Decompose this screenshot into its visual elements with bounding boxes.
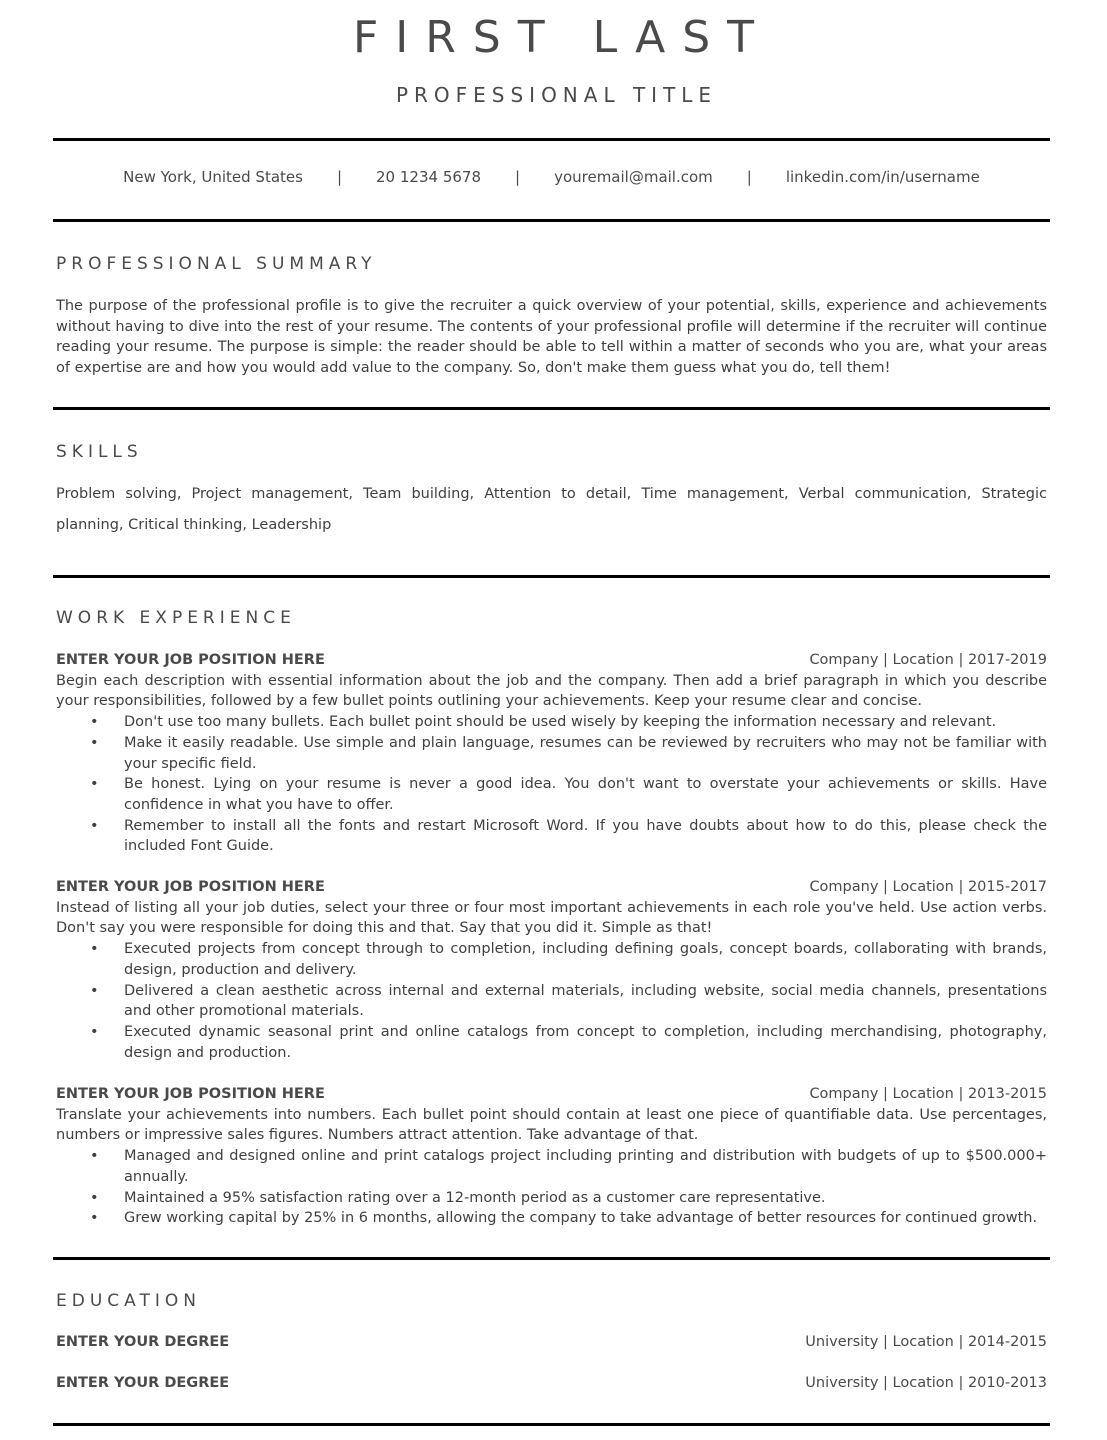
divider: [53, 575, 1050, 578]
divider: [53, 1423, 1050, 1426]
education-item: [56, 1334, 1047, 1350]
job-entry: [56, 1084, 1047, 1229]
divider: [53, 407, 1050, 410]
degree-title: ENTER YOUR DEGREE: [56, 1334, 230, 1350]
bullet-icon: •: [90, 1189, 99, 1206]
job-title: ENTER YOUR JOB POSITION HERE: [56, 1086, 325, 1102]
list-item: • Grew working capital by 25% in 6 months, allowing the company to take advantage of better resources for continued growth.: [56, 1208, 1047, 1229]
skills-text: Problem solving, Project management, Team building, Attention to detail, Time management, Verbal communication, Strategic planning, Critical thinking, Leadership: [56, 486, 1047, 533]
education-item: [56, 1375, 1047, 1391]
experience-heading: WORK EXPERIENCE: [56, 608, 296, 628]
contact-email: youremail@mail.com: [554, 168, 713, 186]
contact-linkedin: linkedin.com/in/username: [785, 168, 980, 186]
list-item: • Remember to install all the fonts and restart Microsoft Word. If you have doubts about how to do this, please check the included Font Guide.: [90, 817, 1047, 855]
job-meta: Company | Location | 2017-2019: [809, 652, 1047, 668]
list-item: • Delivered a clean aesthetic across internal and external materials, including website, social media channels, presentations and other promotional materials.: [90, 982, 1047, 1020]
bullet-icon: •: [90, 1148, 99, 1165]
contact-location: New York, United States: [123, 168, 303, 186]
list-item: • Executed dynamic seasonal print and online catalogs from concept to completion, including merchandising, photography, design and production.: [90, 1023, 1047, 1061]
job-bullets: [56, 1146, 1047, 1229]
list-item: • Managed and designed online and print catalogs project including printing and distribution with budgets of up to $500.000+ annually.: [90, 1148, 1047, 1185]
degree-meta: University | Location | 2010-2013: [805, 1375, 1047, 1391]
professional-title: PROFESSIONAL TITLE: [395, 83, 718, 107]
job-description: Translate your achievements into numbers. Each bullet point should contain at least one piece of quantifiable data. Use percentages, numbers or impressive sales figures. Numbers attract attention. Take advantage of that.: [56, 1106, 1047, 1144]
divider: [53, 138, 1050, 141]
list-item: • Executed projects from concept through to completion, including defining goals, concept boards, collaborating with brands, design, production and delivery.: [90, 941, 1047, 978]
summary-text: The purpose of the professional profile is to give the recruiter a quick overview of your potential, skills, experience and achievements without having to dive into the rest of your resume. The contents of your professional profile will determine if the recruiter will continue reading your resume. The purpose is simple: the reader should be able to tell within a matter of seconds who you are, what your areas of expertise are and how you would add value to the company. So, don't make them guess what you do, tell them!: [56, 298, 1047, 377]
job-meta: Company | Location | 2013-2015: [809, 1086, 1047, 1102]
job-description: Begin each description with essential information about the job and the company. Then add a brief paragraph in which you describe your responsibilities, followed by a few bullet points outlining your achievements. Keep your resume clear and concise.: [56, 672, 1047, 710]
degree-meta: University | Location | 2014-2015: [805, 1334, 1047, 1350]
degree-title: ENTER YOUR DEGREE: [56, 1375, 230, 1391]
bullet-icon: •: [90, 941, 99, 958]
job-title: ENTER YOUR JOB POSITION HERE: [56, 879, 325, 895]
list-item: • Maintained a 95% satisfaction rating over a 12-month period as a customer care representative.: [56, 1188, 1047, 1209]
job-meta: Company | Location | 2015-2017: [809, 879, 1047, 895]
education-heading: EDUCATION: [56, 1291, 201, 1311]
bullet-icon: •: [90, 714, 99, 731]
contact-separator: |: [336, 168, 343, 186]
job-title: ENTER YOUR JOB POSITION HERE: [56, 652, 325, 668]
job-bullets: [56, 712, 1047, 857]
job-entry: [56, 877, 1047, 1063]
contact-separator: |: [746, 168, 752, 186]
job-bullets: [56, 939, 1047, 1063]
contact-separator: |: [515, 168, 521, 186]
bullet-icon: •: [90, 734, 99, 751]
contact-phone: 20 1234 5678: [376, 168, 481, 186]
list-item: • Make it easily readable. Use simple and plain language, resumes can be reviewed by recruiters who may not be familiar with your specific field.: [90, 734, 1047, 772]
bullet-icon: •: [90, 1023, 99, 1040]
list-item: • Be honest. Lying on your resume is never a good idea. You don't want to overstate your achievements or skills. Have confidence in what you have to offer.: [90, 776, 1047, 813]
job-entry: [56, 650, 1047, 857]
job-description: Instead of listing all your job duties, select your three or four most important achievements in each role you've held. Use action verbs. Don't say you were responsible for doing this and that. Say that you did it. Simple as that!: [56, 899, 1047, 937]
list-item: • Don't use too many bullets. Each bullet point should be used wisely by keeping the information necessary and relevant.: [56, 712, 1047, 733]
divider: [53, 1257, 1050, 1260]
bullet-icon: •: [90, 776, 99, 793]
summary-heading: PROFESSIONAL SUMMARY: [56, 254, 377, 274]
bullet-icon: •: [90, 1210, 99, 1227]
bullet-icon: •: [90, 982, 99, 999]
contact-row: [53, 168, 1050, 186]
divider: [53, 219, 1050, 222]
skills-heading: SKILLS: [56, 442, 143, 462]
candidate-name: FIRST LAST: [352, 12, 772, 63]
bullet-icon: •: [90, 817, 99, 834]
